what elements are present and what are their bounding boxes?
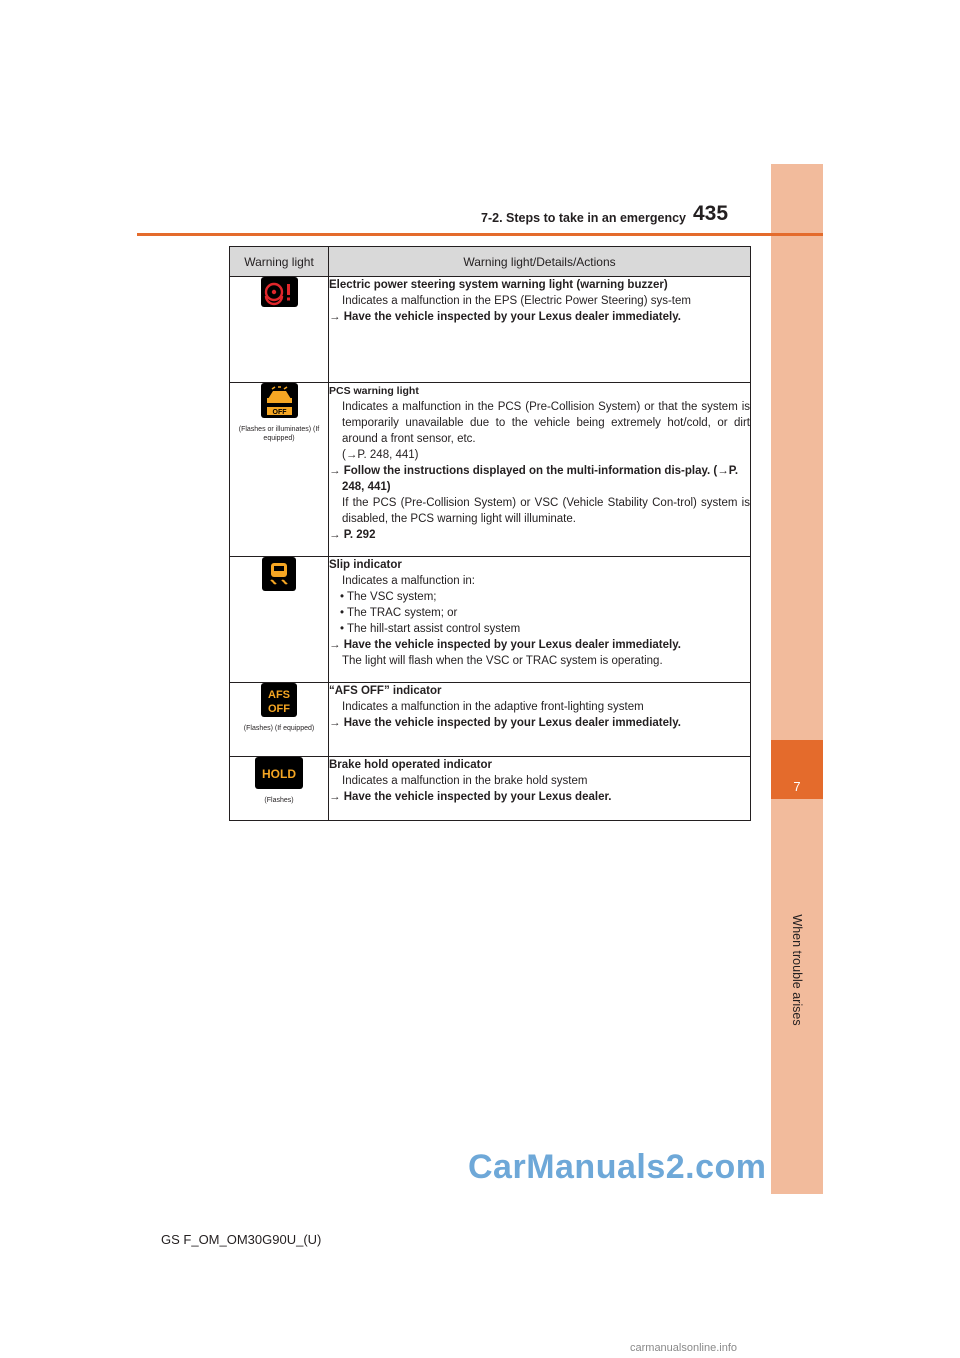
row-details: Indicates a malfunction in the brake hold system (342, 775, 588, 787)
hold-text: HOLD (262, 767, 296, 781)
icon-cell (230, 557, 329, 683)
watermark: CarManuals2.com (468, 1148, 767, 1186)
icon-caption: (Flashes) (If equipped) (243, 725, 315, 732)
row-details: Indicates a malfunction in the PCS (Pre-Collision System) or that the system is temporarily unavailable due to the vehicle being extremely hot/cold, or dirt around a front sensor, etc. (342, 401, 750, 445)
afs-text: AFS (268, 689, 290, 701)
icon-caption: (Flashes) (264, 797, 294, 804)
table-row (230, 557, 751, 683)
slip-indicator-icon (262, 557, 296, 591)
watermark-small: carmanualsonline.info (630, 1342, 738, 1354)
description-cell (329, 757, 751, 821)
warning-light-table (229, 246, 751, 821)
page-number: 435 (693, 202, 729, 225)
afs-off-icon (261, 683, 297, 717)
row-title: Electric power steering system warning light (warning buzzer) (329, 279, 668, 291)
off-text: OFF (268, 703, 290, 715)
svg-text:OFF: OFF (272, 409, 286, 416)
eps-warning-icon (261, 277, 298, 307)
row-action: → Follow the instructions displayed on the multi-information dis-play. (→P. 248, 441) (329, 465, 739, 493)
icon-cell (230, 383, 329, 557)
icon-cell (230, 683, 329, 757)
header-rule (137, 233, 823, 236)
description-cell (329, 557, 751, 683)
row-action: → Have the vehicle inspected by your Lexus dealer immediately. (329, 311, 681, 323)
row-action: → Have the vehicle inspected by your Lexus dealer. (329, 791, 612, 803)
column-header-details: Warning light/Details/Actions (329, 247, 751, 277)
pcs-off-icon (261, 383, 298, 418)
column-header-warning-light: Warning light (230, 247, 329, 277)
table-row (230, 683, 751, 757)
row-details: Indicates a malfunction in the EPS (Electric Power Steering) sys-tem (342, 295, 691, 307)
description-cell (329, 683, 751, 757)
row-action: → Have the vehicle inspected by your Lexus dealer immediately. (329, 717, 681, 729)
row-title: “AFS OFF” indicator (329, 685, 442, 697)
row-note: The light will flash when the VSC or TRAC system is operating. (342, 655, 663, 667)
table-row (230, 383, 751, 557)
section-title: 7-2. Steps to take in an emergency (481, 211, 686, 225)
chapter-number: 7 (793, 779, 801, 794)
row-note: If the PCS (Pre-Collision System) or VSC (Vehicle Stability Con-trol) system is disabled, the PCS warning light will illuminate. (342, 497, 750, 525)
footer-code: GS F_OM_OM30G90U_(U) (161, 1232, 322, 1247)
chapter-side-tab (771, 164, 823, 1194)
hold-icon (255, 757, 303, 789)
row-details: Indicates a malfunction in: (342, 575, 475, 587)
bullet-item: • The VSC system; (340, 591, 437, 603)
row-title: Slip indicator (329, 559, 402, 571)
table-header-row (230, 247, 751, 277)
row-title: PCS warning light (329, 385, 419, 397)
row-action: → Have the vehicle inspected by your Lexus dealer immediately. (329, 639, 681, 651)
bullet-item: • The hill-start assist control system (340, 623, 521, 635)
chapter-label: When trouble arises (790, 914, 804, 1026)
row-title: Brake hold operated indicator (329, 759, 492, 771)
description-cell (329, 277, 751, 383)
row-reference: (→P. 248, 441) (342, 449, 419, 461)
row-details: Indicates a malfunction in the adaptive front-lighting system (342, 701, 644, 713)
description-cell (329, 383, 751, 557)
icon-cell (230, 757, 329, 821)
table-row (230, 757, 751, 821)
table-row (230, 277, 751, 383)
row-note-reference: → P. 292 (329, 529, 376, 541)
bullet-item: • The TRAC system; or (340, 607, 458, 619)
icon-cell (230, 277, 329, 383)
icon-caption: (Flashes or illuminates) (If equipped) (238, 426, 320, 442)
